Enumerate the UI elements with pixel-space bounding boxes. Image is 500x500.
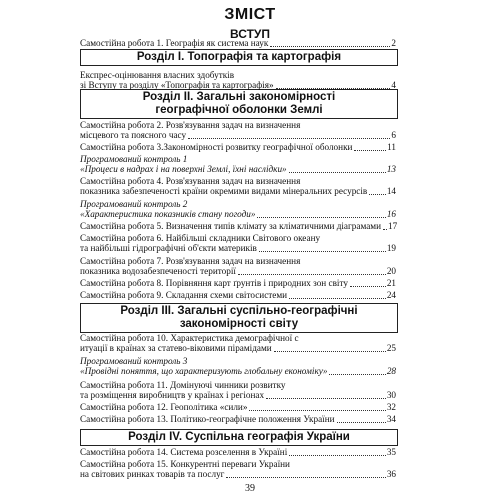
toc-entry-line[interactable]: Самостійна робота 10. Характеристика демографічної с: [80, 333, 299, 343]
toc-entry[interactable]: Самостійна робота 3.Закономірності розвитку географічної оболонки 11: [80, 142, 396, 152]
leader-dots: [188, 138, 390, 139]
entry-page: 32: [386, 402, 396, 412]
entry-page: 34: [386, 414, 396, 424]
toc-entry[interactable]: Самостійна робота 9. Складання схеми світосистеми 24: [80, 290, 396, 300]
entry-page: 6: [391, 130, 396, 140]
entry-page: 24: [386, 290, 396, 300]
toc-entry-line[interactable]: Програмований контроль 3: [80, 356, 188, 366]
intro-heading: ВСТУП: [230, 27, 270, 41]
leader-dots: [266, 398, 386, 399]
toc-entry[interactable]: «Характеристика показників стану погоди» 16: [80, 209, 396, 219]
section-heading-line: географічної оболонки Землі: [155, 104, 323, 116]
toc-entry-line[interactable]: Самостійна робота 4. Розв'язування задач на визначення: [80, 176, 301, 186]
leader-dots: [337, 422, 386, 423]
page-number: 39: [245, 483, 255, 494]
section-heading-2: [80, 89, 398, 119]
toc-entry[interactable]: Самостійна робота 1. Географія як система наук 2: [80, 38, 396, 48]
entry-page: 11: [387, 142, 396, 152]
toc-entry[interactable]: та найбільші гідрографічні об'єкти материків 19: [80, 243, 396, 253]
toc-entry[interactable]: Самостійна робота 12. Геополітика «сили» 32: [80, 402, 396, 412]
toc-entry[interactable]: показника водозабезпеченості території 20: [80, 266, 396, 276]
section-heading-4: [80, 429, 398, 446]
section-heading-3: [80, 303, 398, 333]
entry-page: 19: [386, 243, 396, 253]
leader-dots: [383, 229, 387, 230]
toc-entry-line[interactable]: Самостійна робота 6. Найбільші складники Світового океану: [80, 233, 321, 243]
leader-dots: [249, 410, 385, 411]
leader-dots: [350, 286, 386, 287]
toc-entry[interactable]: місцевого та поясного часу 6: [80, 130, 396, 140]
toc-entry-line[interactable]: Програмований контроль 1: [80, 154, 188, 164]
entry-page: 21: [386, 278, 396, 288]
leader-dots: [276, 88, 391, 89]
page-title: ЗМІСТ: [224, 6, 276, 23]
toc-entry-line[interactable]: Самостійна робота 2. Розв'язування задач на визначення: [80, 120, 301, 130]
entry-page: 4: [391, 80, 396, 90]
leader-dots: [369, 194, 386, 195]
entry-page: 16: [386, 209, 396, 219]
leader-dots: [238, 274, 386, 275]
toc-entry[interactable]: зі Вступу та розділу «Топографія та картографія» 4: [80, 80, 396, 90]
entry-page: 28: [386, 366, 396, 376]
toc-entry[interactable]: Самостійна робота 8. Порівняння карт ґрунтів і природних зон світу 21: [80, 278, 396, 288]
entry-page: 17: [388, 221, 398, 231]
entry-page: 13: [386, 164, 396, 174]
entry-page: 35: [386, 447, 396, 457]
section-heading-line: Розділ ІІІ. Загальні суспільно-географічні: [120, 305, 358, 317]
leader-dots: [354, 150, 386, 151]
section-heading-line: Розділ ІІ. Загальні закономірності: [142, 91, 336, 103]
toc-entry[interactable]: на світових ринках товарів та послуг 36: [80, 469, 396, 479]
section-heading-1: [80, 49, 398, 66]
section-heading-line: Розділ І. Топографія та картографія: [136, 51, 342, 63]
leader-dots: [289, 298, 386, 299]
entry-page: 14: [386, 186, 396, 196]
toc-entry[interactable]: Самостійна робота 14. Система розселення в Україні 35: [80, 447, 396, 457]
section-heading-line: Розділ IV. Суспільна географія України: [128, 431, 350, 443]
leader-dots: [259, 251, 386, 252]
leader-dots: [270, 46, 390, 47]
toc-entry[interactable]: «Провідні поняття, що характеризують глобальну економіку» 28: [80, 366, 396, 376]
toc-entry[interactable]: «Процеси в надрах і на поверхні Землі, їхні наслідки» 13: [80, 164, 396, 174]
entry-page: 20: [386, 266, 396, 276]
toc-entry-line[interactable]: Програмований контроль 2: [80, 199, 188, 209]
toc-entry-line[interactable]: Експрес-оцінювання власних здобутків: [80, 70, 235, 80]
toc-entry[interactable]: Самостійна робота 13. Політико-географічне положення України 34: [80, 414, 396, 424]
entry-page: 25: [386, 343, 396, 353]
toc-entry[interactable]: показника забезпеченості країни окремими видами мінеральних ресурсів 14: [80, 186, 396, 196]
toc-entry-line[interactable]: Самостійна робота 15. Конкурентні переваги України: [80, 459, 290, 469]
entry-page: 36: [386, 469, 396, 479]
toc-entry-line[interactable]: Самостійна робота 11. Домінуючі чинники розвитку: [80, 380, 286, 390]
toc-entry[interactable]: та розміщення виробництв у країнах і регіонах 30: [80, 390, 396, 400]
entry-page: 30: [386, 390, 396, 400]
entry-page: 2: [391, 38, 396, 48]
toc-entry[interactable]: Самостійна робота 5. Визначення типів клімату за кліматичними діаграмами 17: [80, 221, 398, 231]
leader-dots: [329, 374, 385, 375]
leader-dots: [274, 351, 386, 352]
toc-entry-line[interactable]: Самостійна робота 7. Розв'язування задач на визначення: [80, 256, 301, 266]
leader-dots: [226, 477, 385, 478]
leader-dots: [257, 217, 385, 218]
toc-entry[interactable]: итуації в країнах за статево-віковими пірамідами 25: [80, 343, 396, 353]
leader-dots: [289, 172, 386, 173]
leader-dots: [289, 455, 386, 456]
section-heading-line: закономірності світу: [179, 318, 299, 330]
